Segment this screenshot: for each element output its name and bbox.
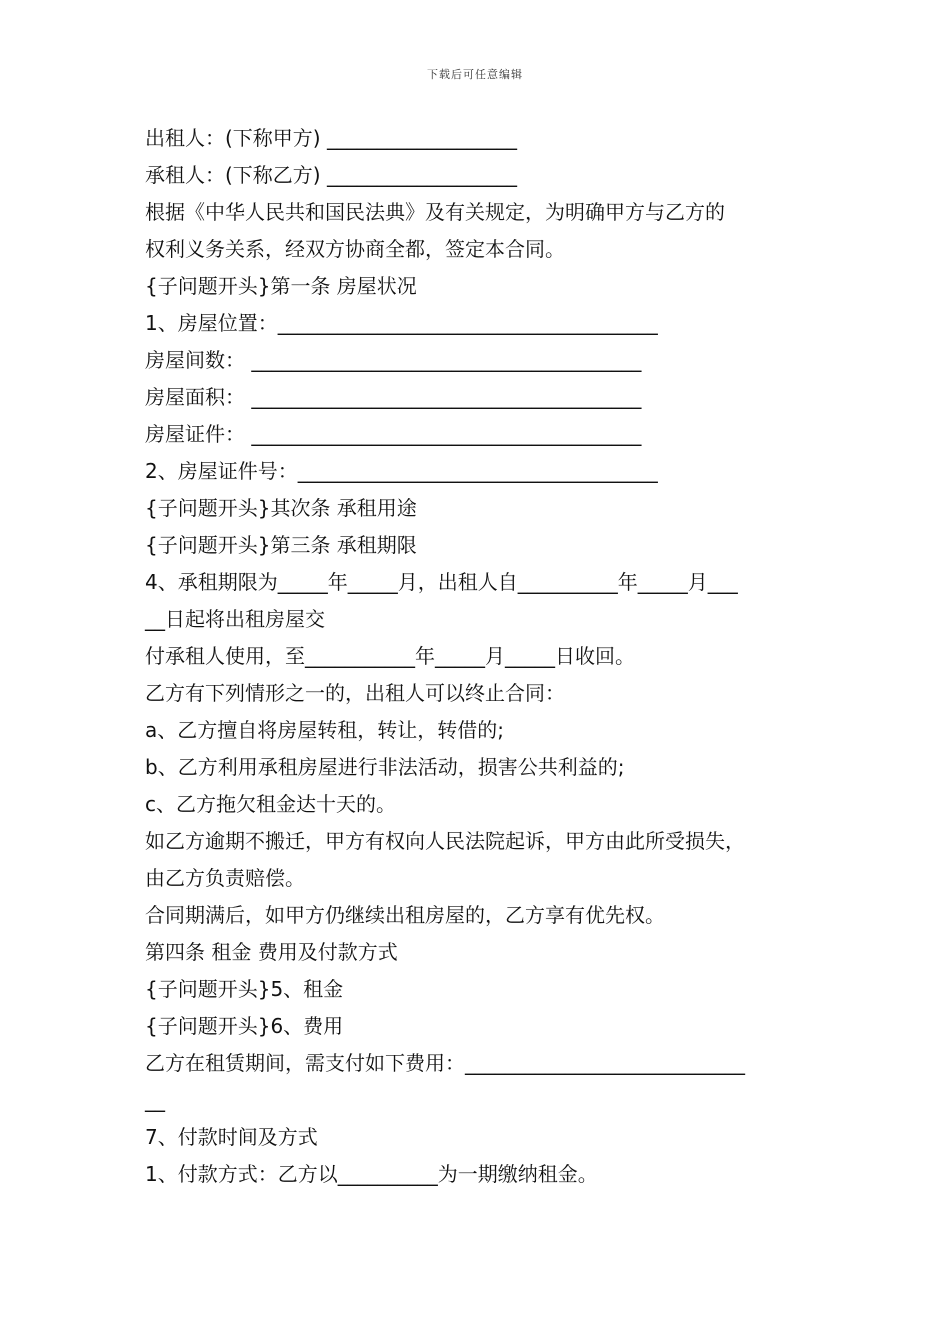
house-area-line: 房屋面积： _______________________________________	[145, 385, 642, 409]
fees-line: 乙方在租赁期间，需支付如下费用：____________________________	[145, 1051, 745, 1075]
priority-clause: 合同期满后，如甲方仍继续出租房屋的，乙方享有优先权。	[145, 903, 665, 927]
fees-line-continuation: __	[145, 1088, 165, 1112]
lease-term-line-3: 付承租人使用，至___________年_____月_____日收回。	[145, 644, 635, 668]
lease-term-line-2: __日起将出租房屋交	[145, 607, 325, 631]
preamble-line-1: 根据《中华人民共和国民法典》及有关规定，为明确甲方与乙方的	[145, 200, 725, 224]
article-1-heading: {子问题开头}第一条 房屋状况	[145, 274, 417, 298]
article-3-heading: {子问题开头}第三条 承租期限	[145, 533, 417, 557]
page-header-note: 下载后可任意编辑	[427, 68, 523, 81]
overdue-clause-line-2: 由乙方负责赔偿。	[145, 866, 305, 890]
certificate-number-line: 2、房屋证件号：____________________________________	[145, 459, 658, 483]
payment-time-heading: 7、付款时间及方式	[145, 1125, 318, 1149]
lessor-line: 出租人：(下称甲方) ___________________	[145, 126, 517, 150]
house-rooms-line: 房屋间数： _______________________________________	[145, 348, 642, 372]
article-4-heading: 第四条 租金 费用及付款方式	[145, 940, 398, 964]
preamble-line-2: 权利义务关系，经双方协商全都，签定本合同。	[145, 237, 565, 261]
house-certificate-line: 房屋证件： _______________________________________	[145, 422, 642, 446]
lease-term-line-1: 4、承租期限为_____年_____月，出租人自__________年_____月___	[145, 570, 738, 594]
article-2-heading: {子问题开头}其次条 承租用途	[145, 496, 417, 520]
rent-subheading: {子问题开头}5、租金	[145, 977, 344, 1001]
termination-item-a: a、乙方擅自将房屋转租，转让，转借的;	[145, 718, 504, 742]
fees-subheading: {子问题开头}6、费用	[145, 1014, 344, 1038]
payment-method-line: 1、付款方式：乙方以__________为一期缴纳租金。	[145, 1162, 598, 1186]
house-location-line: 1、房屋位置：______________________________________	[145, 311, 658, 335]
lessee-line: 承租人：(下称乙方) ___________________	[145, 163, 517, 187]
termination-item-b: b、乙方利用承租房屋进行非法活动，损害公共利益的;	[145, 755, 625, 779]
termination-item-c: c、乙方拖欠租金达十天的。	[145, 792, 396, 816]
overdue-clause-line-1: 如乙方逾期不搬迁，甲方有权向人民法院起诉，甲方由此所受损失，	[145, 829, 745, 853]
termination-intro: 乙方有下列情形之一的，出租人可以终止合同：	[145, 681, 565, 705]
contract-body	[145, 120, 825, 1193]
